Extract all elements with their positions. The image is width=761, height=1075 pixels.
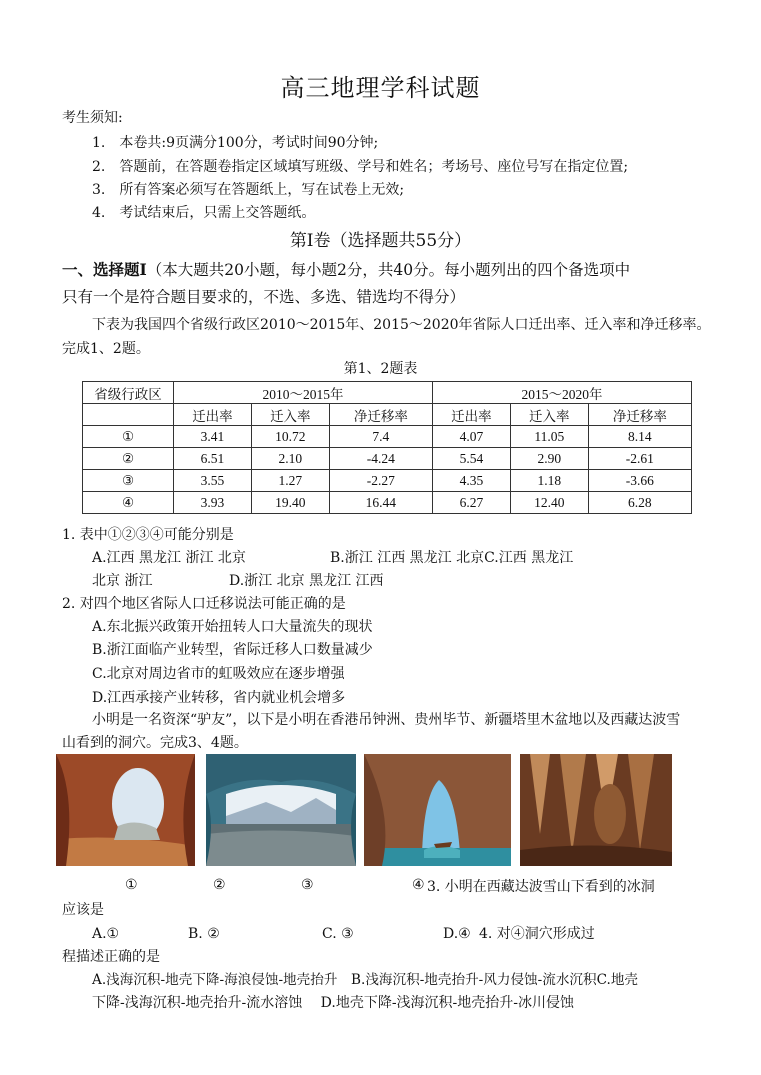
q3-option: C. ③ xyxy=(322,926,354,942)
section-title: 第I卷（选择题共55分） xyxy=(289,231,472,251)
table-cell: ④ xyxy=(83,492,174,514)
q3-option: B. ② xyxy=(188,926,220,942)
table-subheader: 迁出率 xyxy=(174,404,252,426)
q3-option: A.① xyxy=(92,926,120,942)
q4-stem-cont: 程描述正确的是 xyxy=(62,949,160,965)
table-row xyxy=(83,426,692,448)
notice-item: 1. 本卷共:9页满分100分，考试时间90分钟; xyxy=(92,135,379,151)
q2-option: A.东北振兴政策开始扭转人口大量流失的现状 xyxy=(92,619,373,635)
table-cell: 10.72 xyxy=(251,426,329,448)
migration-table xyxy=(82,381,692,514)
table-cell: 1.18 xyxy=(510,470,588,492)
table-cell: 3.55 xyxy=(174,470,252,492)
table-row xyxy=(83,492,692,514)
table-subheader: 净迁移率 xyxy=(329,404,432,426)
q4-options-line: A.浅海沉积-地壳下降-海浪侵蚀-地壳抬升 B.浅海沉积-地壳抬升-风力侵蚀-流水沉积C.地壳 xyxy=(92,972,639,988)
table-subheader: 净迁移率 xyxy=(588,404,691,426)
table-cell: -2.27 xyxy=(329,470,432,492)
cave-photo-2 xyxy=(206,754,356,866)
cave-photo-3 xyxy=(364,754,511,866)
cave-photo-4 xyxy=(520,754,672,866)
table-cell: 5.54 xyxy=(432,448,510,470)
notice-item: 3. 所有答案必须写在答题纸上，写在试卷上无效; xyxy=(92,182,405,198)
photo-label-1: ① xyxy=(125,877,138,893)
part1-heading: 一、选择题Ⅰ xyxy=(62,260,147,279)
q2-option: C.北京对周边省市的虹吸效应在逐步增强 xyxy=(92,666,345,682)
table-row xyxy=(83,448,692,470)
table-cell: ② xyxy=(83,448,174,470)
table-cell: 19.40 xyxy=(251,492,329,514)
table-header: 2010～2015年 xyxy=(174,382,433,404)
table-subheader: 迁出率 xyxy=(432,404,510,426)
table-cell: 1.27 xyxy=(251,470,329,492)
table-row xyxy=(83,470,692,492)
table-cell: 8.14 xyxy=(588,426,691,448)
q1-option: B.浙江 江西 黑龙江 北京C.江西 黑龙江 xyxy=(330,550,574,566)
table-cell: 16.44 xyxy=(329,492,432,514)
intro1-line: 下表为我国四个省级行政区2010～2015年、2015～2020年省际人口迁出率、迁入率和净迁移率。 xyxy=(92,317,711,333)
table-cell: 2.10 xyxy=(251,448,329,470)
part1-line1 xyxy=(62,259,630,281)
q3-stem: 3. 小明在西藏达波雪山下看到的冰洞 xyxy=(427,879,655,895)
q4-stem: 4. 对④洞穴形成过 xyxy=(479,926,595,942)
table-cell: 4.35 xyxy=(432,470,510,492)
q1-option: A.江西 黑龙江 浙江 北京 xyxy=(92,550,246,566)
q2-stem: 2. 对四个地区省际人口迁移说法可能正确的是 xyxy=(62,596,346,612)
photo-label-4: ④ xyxy=(412,877,425,893)
table-cell: 3.93 xyxy=(174,492,252,514)
part1-instructions: （本大题共20小题，每小题2分，共40分。每小题列出的四个备选项中 xyxy=(146,261,631,279)
table-subheader-row xyxy=(83,404,692,426)
cave-photo-1 xyxy=(56,754,195,866)
table-cell: 3.41 xyxy=(174,426,252,448)
q3-stem-cont: 应该是 xyxy=(62,902,104,918)
table-header-row xyxy=(83,382,692,404)
table-cell: -4.24 xyxy=(329,448,432,470)
table-cell: ③ xyxy=(83,470,174,492)
q3-option: D.④ xyxy=(443,926,471,942)
table-cell: 4.07 xyxy=(432,426,510,448)
notice-item: 4. 考试结束后，只需上交答题纸。 xyxy=(92,205,316,221)
table-cell: -3.66 xyxy=(588,470,691,492)
table-cell xyxy=(83,404,174,426)
part1-line2: 只有一个是符合题目要求的，不选、多选、错选均不得分） xyxy=(62,288,466,306)
table-cell: 12.40 xyxy=(510,492,588,514)
photo-label-3: ③ xyxy=(301,877,314,893)
table-cell: 6.51 xyxy=(174,448,252,470)
table-cell: 7.4 xyxy=(329,426,432,448)
table-cell: -2.61 xyxy=(588,448,691,470)
q2-option: B.浙江面临产业转型，省际迁移人口数量减少 xyxy=(92,642,373,658)
q1-option: D.浙江 北京 黑龙江 江西 xyxy=(229,573,384,589)
table-cell: 6.27 xyxy=(432,492,510,514)
photo-label-2: ② xyxy=(213,877,226,893)
table-cell: 2.90 xyxy=(510,448,588,470)
table-cell: 6.28 xyxy=(588,492,691,514)
table-subheader: 迁入率 xyxy=(510,404,588,426)
table-header: 2015～2020年 xyxy=(432,382,691,404)
table-cell: ① xyxy=(83,426,174,448)
q1-option: 北京 浙江 xyxy=(92,573,153,589)
q4-options-line: 下降-浅海沉积-地壳抬升-流水溶蚀 D.地壳下降-浅海沉积-地壳抬升-冰川侵蚀 xyxy=(92,995,575,1011)
notice-heading: 考生须知: xyxy=(62,110,123,126)
q2-option: D.江西承接产业转移，省内就业机会增多 xyxy=(92,690,346,706)
intro1-line: 完成1、2题。 xyxy=(62,341,150,357)
table-header: 省级行政区 xyxy=(83,382,174,404)
intro2-line: 小明是一名资深“驴友”，以下是小明在香港吊钟洲、贵州毕节、新疆塔里木盆地以及西藏达波雪 xyxy=(92,712,681,728)
table-caption: 第1、2题表 xyxy=(343,361,418,377)
intro2-line: 山看到的洞穴。完成3、4题。 xyxy=(62,735,248,751)
table-subheader: 迁入率 xyxy=(251,404,329,426)
notice-item: 2. 答题前，在答题卷指定区域填写班级、学号和姓名；考场号、座位号写在指定位置; xyxy=(92,159,629,175)
q1-stem: 1. 表中①②③④可能分别是 xyxy=(62,527,234,543)
page-title: 高三地理学科试题 xyxy=(280,74,481,102)
table-cell: 11.05 xyxy=(510,426,588,448)
